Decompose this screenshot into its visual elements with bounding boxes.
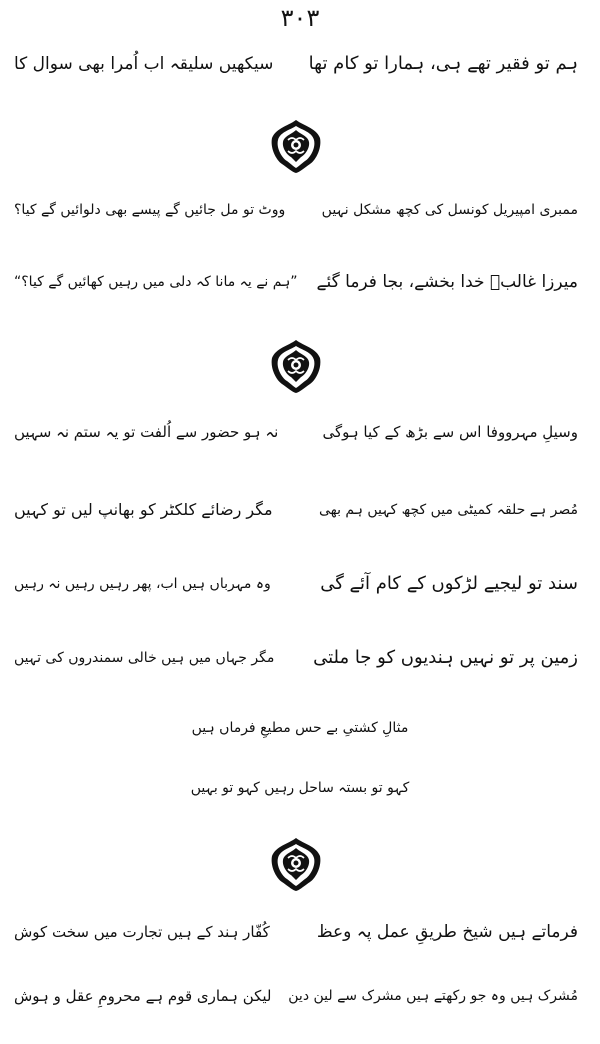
verse-line: مُصر ہے حلقہ کمیٹی میں کچھ کہیں ہم بھی	[318, 502, 578, 518]
verse-line: مگر رضائے کلکٹر کو بھانپ لیں تو کہیں	[14, 500, 273, 519]
verse-line: زمین پر تو نہیں ہندیوں کو جا ملتی	[313, 647, 578, 668]
verse-line: مگر جہاں میں ہیں خالی سمندروں کی تہیں	[14, 650, 275, 666]
verse-line: سند تو لیجیے لڑکوں کے کام آئے گی	[320, 573, 578, 594]
verse-line: نہ ہو حضور سے اُلفت تو یہ ستم نہ سہیں	[14, 423, 279, 441]
verse-line: کُفّار ہند کے ہیں تجارت میں سخت کوش	[14, 923, 270, 941]
verse-line: ووٹ تو مل جائیں گے پیسے بھی دلوائیں گے کیا؟	[14, 202, 286, 218]
verse-line-centered: مثالِ کشتیِ بے حس مطیعِ فرماں ہیں	[191, 720, 409, 736]
verse-line: وہ مہرباں ہیں اب، پھر رہیں رہیں نہ رہیں	[14, 576, 271, 592]
verse-line: ”ہم نے یہ مانا کہ دلی میں رہیں کھائیں گے کیا؟“	[14, 274, 298, 290]
verse-line: لیکن ہماری قوم ہے محرومِ عقل و ہوش	[14, 987, 272, 1005]
verse-line: فرماتے ہیں شیخ طریقِ عمل پہ وعظ	[316, 922, 578, 942]
arabesque-ornament-icon	[270, 836, 322, 892]
verse-line: میرزا غالبؔ خدا بخشے، بجا فرما گئے	[316, 272, 578, 292]
verse-line: وسیلِ مہرووفا اس سے بڑھ کے کیا ہوگی	[322, 423, 578, 441]
verse-line: ممبری امپیریل کونسل کی کچھ مشکل نہیں	[321, 202, 578, 218]
arabesque-ornament-icon	[270, 118, 322, 174]
verse-line: ہم تو فقیر تھے ہی، ہمارا تو کام تھا	[308, 53, 578, 74]
page-number: ۳۰۳	[280, 4, 320, 32]
verse-line: مُشرک ہیں وہ جو رکھتے ہیں مشرک سے لین دین	[288, 988, 578, 1004]
arabesque-ornament-icon	[270, 338, 322, 394]
verse-line: سیکھیں سلیقہ اب اُمرا بھی سوال کا	[14, 54, 274, 74]
verse-line-centered: کہو تو بستہ ساحل رہیں کہو تو بہیں	[190, 780, 410, 796]
